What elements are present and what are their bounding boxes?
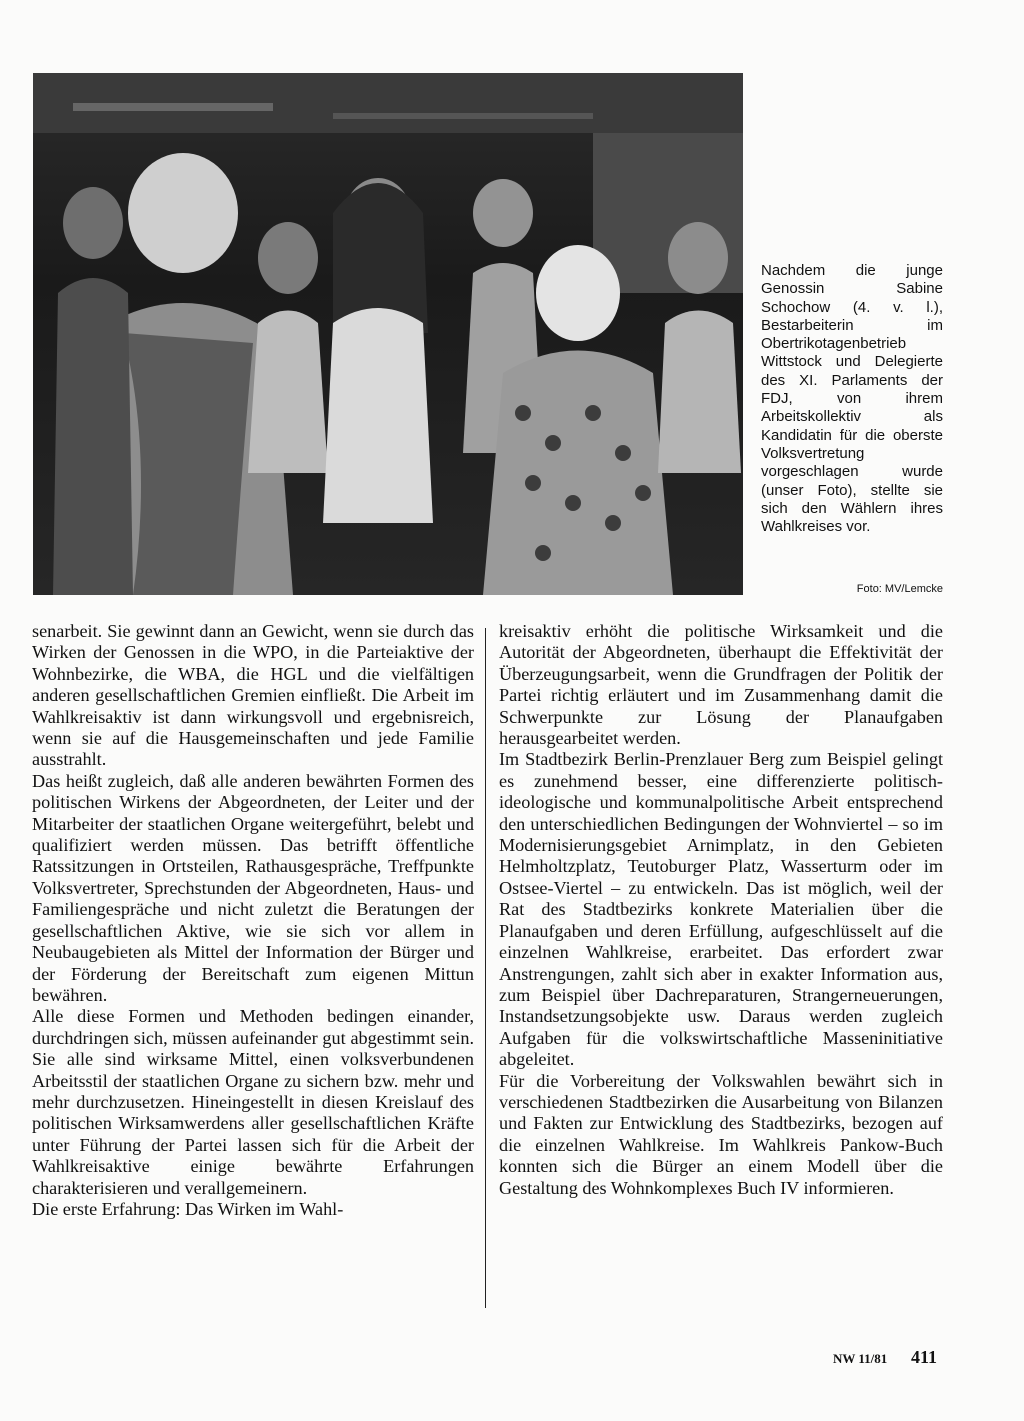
photo-figure-4	[473, 179, 533, 247]
photo-figure-shawl	[123, 333, 253, 595]
photo-caption: Nachdem die junge Genossin Sabine Schochow (4. v. l.), Bestarbeiterin im Obertrikotagenbetrieb Wittstock und Delegierte des XI. Parlaments der FDJ, von ihrem Arbeitskollektiv als Kandidatin für die oberste Volksvertretung vorgeschlagen wurde (unser Foto), stellte sie sich den Wählern ihres Wahlkreises vor.	[761, 262, 943, 536]
right-paragraph-1: kreisaktiv erhöht die politische Wirksamkeit und die Autorität der Abgeordneten, überhaupt die Effektivität der Überzeugungsarbeit, wenn die Grundfragen der Politik der Partei richtig erläutert und im Zusammenhang damit die Schwerpunkte zur Lösung der Planaufgaben herausgearbeitet werden.	[499, 621, 943, 749]
photo-illustration	[33, 73, 743, 595]
article-photo	[33, 73, 743, 595]
right-paragraph-3: Für die Vorbereitung der Volkswahlen bewährt sich in verschiedenen Stadtbezirken die Ausarbeitung von Bilanzen und Fakten zur Entwicklung des Stadtbezirks, bezogen auf die einzelnen Wahlkreise. Im Wahlkreis Pankow-Buch konnten sich die Bürger an einem Modell über die Gestaltung des Wohnkomplexes Buch IV informieren.	[499, 1070, 943, 1198]
left-paragraph-3: Alle diese Formen und Methoden bedingen einander, durchdringen sich, müssen aufeinander gut abgestimmt sein. Sie alle sind wirksame Mittel, einen volksverbundenen Arbeitsstil der staatlichen Organe zu sichern bzw. mehr und mehr durchzusetzen. Hineingestellt in diesen Kreislauf des politischen Wirksamwerdens aller gesellschaftlichen Kräfte unter Führung der Partei lassen sich für die Arbeit der Wahlkreisaktive einige bewährte Erfahrungen charakterisieren und verallgemeinern.	[32, 1006, 474, 1198]
photo-beam	[73, 103, 273, 111]
left-column	[32, 621, 474, 1220]
photo-figure-hair-left	[128, 153, 238, 273]
photo-figure-elderly	[536, 245, 620, 341]
right-paragraph-2: Im Stadtbezirk Berlin-Prenzlauer Berg zum Beispiel gelingt es zunehmend besser, eine differenzierte politisch-ideologische und kommunalpolitische Arbeit entsprechend den unterschiedlichen Bedingungen der Wohnviertel – so im Modernisierungsgebiet Arnimplatz, in den Gebieten Helmholtzplatz, Teutoburger Platz, Wasserturm oder im Ostsee-Viertel – zu entwickeln. Das ist möglich, weil der Rat des Stadtbezirks konkrete Materialien über die Planaufgaben und deren Erfüllung, aufgeschlüsselt auf die einzelnen Wahlkreise, erarbeitet. Das erfordert zwar Anstrengungen, zahlt sich aber in exakter Information aus, zum Beispiel über Dachreparaturen, Strangerneuerungen, Instandsetzungsobjekte usw. Daraus werden zugleich Aufgaben für die volkswirtschaftliche Masseninitiative abgeleitet.	[499, 749, 943, 1070]
photo-figure-2	[258, 222, 318, 294]
journal-issue: NW 11/81	[833, 1351, 888, 1366]
left-paragraph-4: Die erste Erfahrung: Das Wirken im Wahl-	[32, 1198, 344, 1219]
left-paragraph-2: Das heißt zugleich, daß alle anderen bewährten Formen des politischen Wirkens der Abgeordneten, der Leiter und der Mitarbeiter der staatlichen Organe weitergeführt, belebt und qualifiziert werden müssen. Das betrifft öffentliche Ratssitzungen in Ortsteilen, Rathausgespräche, Treffpunkte Volksvertreter, Sprechstunden der Abgeordneten, Haus- und Familiengespräche und nicht zuletzt die Beratungen der gesellschaftlichen Aktive, wie sie sich vor allem in Neubaugebieten als Mittel der Information der Bürger und der Förderung der Bereitschaft zum eigenen Mittun bewähren.	[32, 770, 474, 1005]
photo-figure-right	[668, 222, 728, 294]
photo-beam-2	[333, 113, 593, 119]
right-column	[499, 621, 943, 1199]
photo-credit: Foto: MV/Lemcke	[856, 583, 943, 595]
left-paragraph-1: senarbeit. Sie gewinnt dann an Gewicht, wenn sie durch das Wirken der Genossen in die WPO, in die Parteiaktive der Wohnbezirke, die WBA, die HGL und die vielfältigen anderen gesellschaftlichen Gremien einfließt. Die Arbeit im Wahlkreisaktiv ist dann wirkungsvoll und ergebnisreich, wenn sie auf die Hausgemeinschaften und jede Familie ausstrahlt.	[32, 621, 474, 770]
column-divider	[485, 628, 486, 1308]
page-number: 411	[911, 1347, 938, 1367]
photo-figure-far-left	[63, 187, 123, 259]
